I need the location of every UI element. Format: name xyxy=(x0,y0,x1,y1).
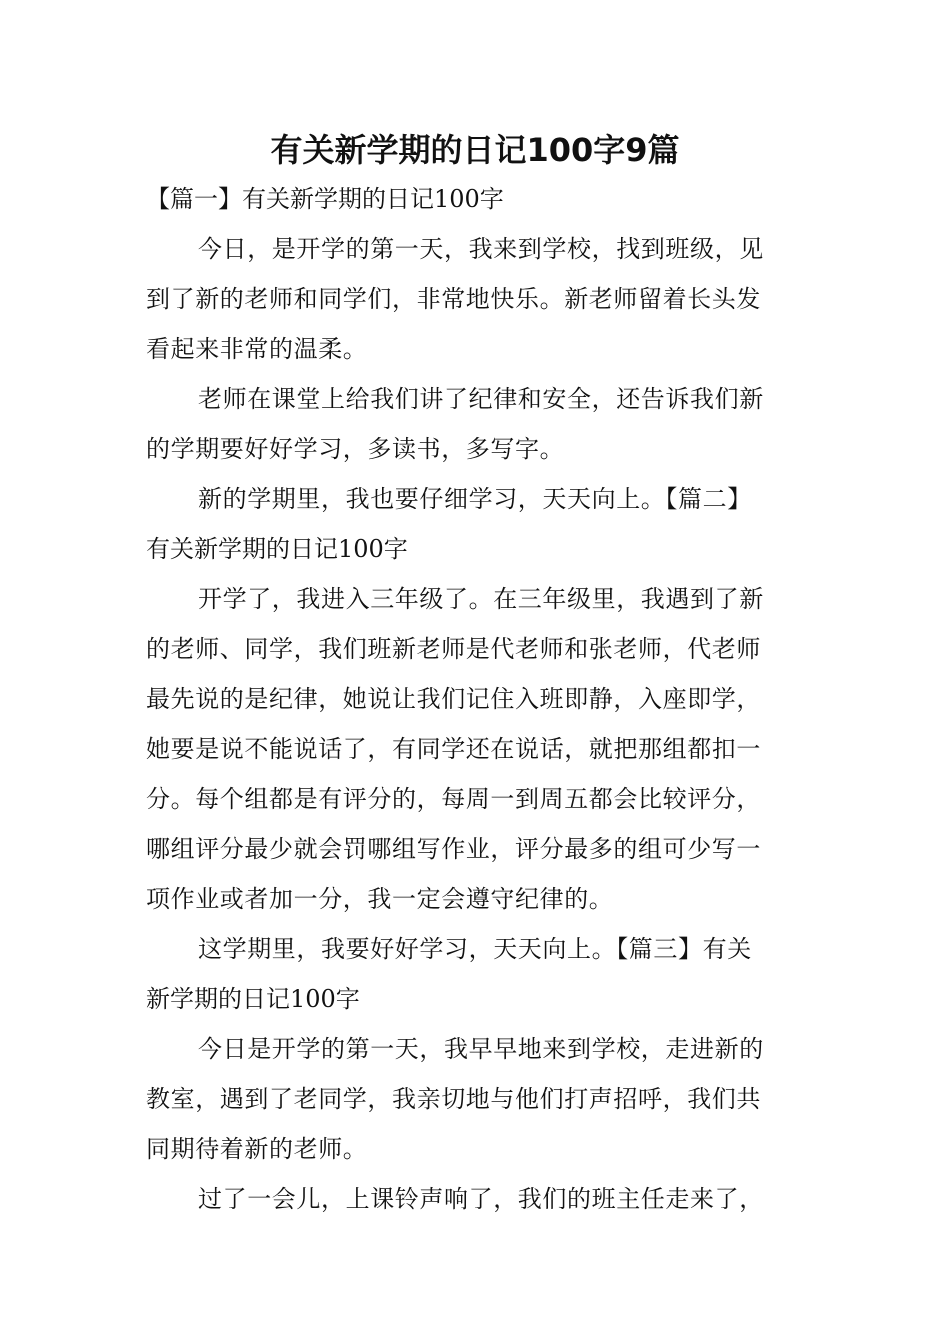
paragraph-line: 同期待着新的老师。 xyxy=(146,1135,368,1163)
paragraph-line: 新的学期里，我也要仔细学习，天天向上。【篇二】 xyxy=(198,485,752,513)
paragraph-line: 到了新的老师和同学们，非常地快乐。新老师留着长头发 xyxy=(146,285,761,313)
paragraph-line: 过了一会儿，上课铃声响了，我们的班主任走来了， xyxy=(198,1185,764,1213)
section-heading-2: 有关新学期的日记100字 xyxy=(146,535,408,563)
paragraph-line: 项作业或者加一分，我一定会遵守纪律的。 xyxy=(146,885,614,913)
paragraph-line: 看起来非常的温柔。 xyxy=(146,335,368,363)
paragraph-line: 分。每个组都是有评分的，每周一到周五都会比较评分， xyxy=(146,785,761,813)
paragraph-line: 教室，遇到了老同学，我亲切地与他们打声招呼，我们共 xyxy=(146,1085,761,1113)
paragraph-line: 今日，是开学的第一天，我来到学校，找到班级，见 xyxy=(198,235,764,263)
paragraph-line: 老师在课堂上给我们讲了纪律和安全，还告诉我们新 xyxy=(198,385,764,413)
section-heading-1: 【篇一】有关新学期的日记100字 xyxy=(146,185,504,213)
paragraph-line: 最先说的是纪律，她说让我们记住入班即静，入座即学， xyxy=(146,685,761,713)
paragraph-line: 这学期里，我要好好学习，天天向上。【篇三】有关 xyxy=(198,935,752,963)
section-heading-3: 新学期的日记100字 xyxy=(146,985,360,1013)
paragraph-line: 的学期要好好学习，多读书，多写字。 xyxy=(146,435,565,463)
paragraph-line: 今日是开学的第一天，我早早地来到学校，走进新的 xyxy=(198,1035,764,1063)
paragraph-line: 哪组评分最少就会罚哪组写作业，评分最多的组可少写一 xyxy=(146,835,761,863)
paragraph-line: 的老师、同学，我们班新老师是代老师和张老师，代老师 xyxy=(146,635,761,663)
paragraph-line: 开学了，我进入三年级了。在三年级里，我遇到了新 xyxy=(198,585,764,613)
document-title: 有关新学期的日记100字9篇 xyxy=(270,131,680,169)
paragraph-line: 她要是说不能说话了，有同学还在说话，就把那组都扣一 xyxy=(146,735,761,763)
